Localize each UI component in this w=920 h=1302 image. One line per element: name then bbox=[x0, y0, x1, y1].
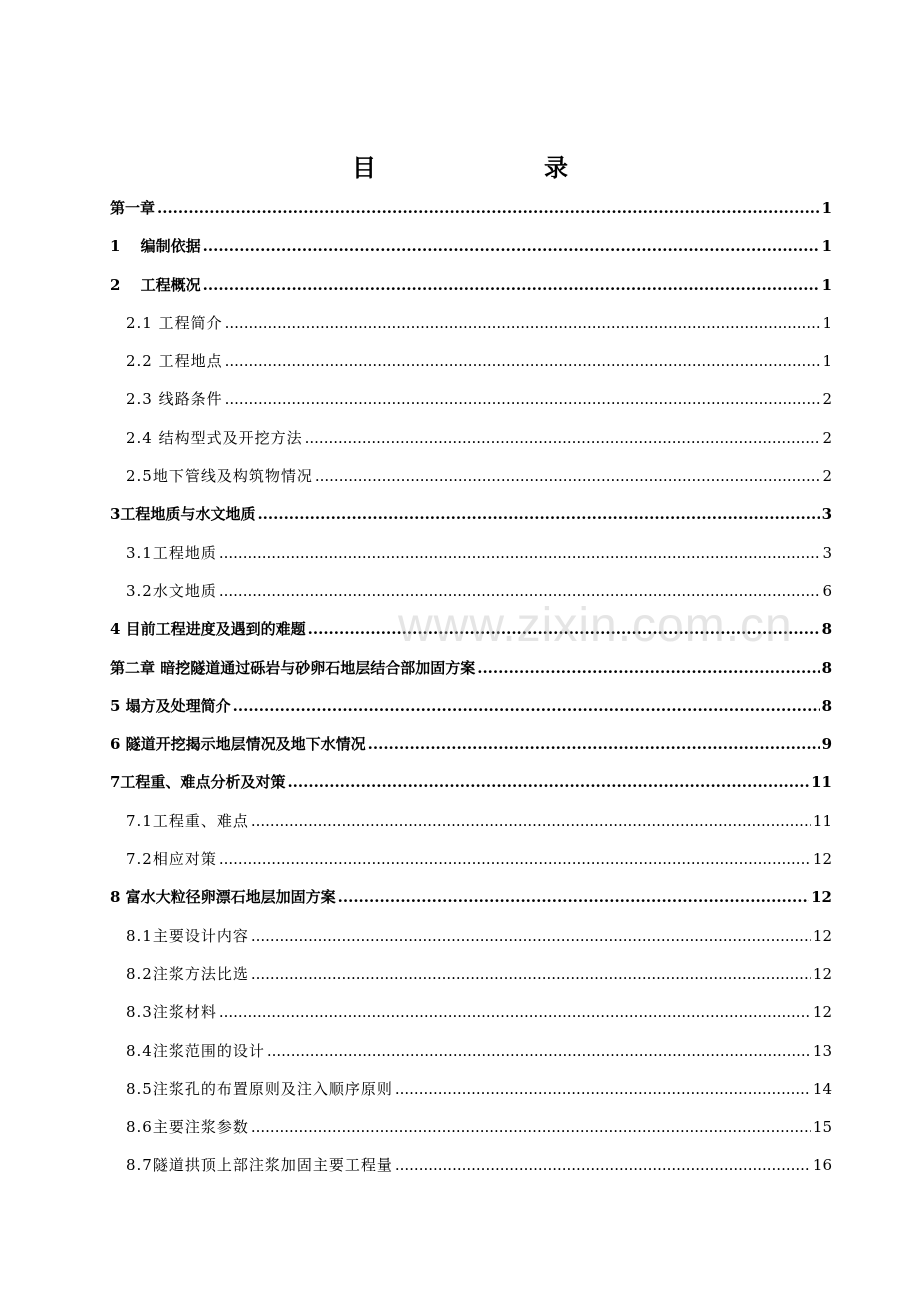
toc-entry[interactable] bbox=[110, 610, 832, 648]
toc-entry-page-number: 12 bbox=[812, 1003, 832, 1022]
toc-entry[interactable] bbox=[110, 840, 832, 878]
toc-leader-dots bbox=[225, 304, 821, 342]
toc-entry[interactable] bbox=[110, 802, 832, 840]
toc-entry-text: 8.6主要注浆参数 bbox=[126, 1118, 249, 1137]
toc-entry-page-number: 1 bbox=[822, 313, 832, 332]
toc-leader-dots bbox=[251, 917, 811, 955]
toc-entry-page-number: 8 bbox=[821, 696, 832, 715]
toc-entry-text: 2 工程概况 bbox=[110, 275, 201, 294]
toc-leader-dots bbox=[225, 380, 821, 418]
toc-leader-dots bbox=[251, 1108, 811, 1146]
toc-entry-text: 2.1 工程简介 bbox=[126, 313, 223, 332]
toc-leader-dots bbox=[203, 266, 820, 304]
toc-entry-text: 2.4 结构型式及开挖方法 bbox=[126, 428, 303, 447]
toc-entry-page-number: 1 bbox=[821, 237, 832, 256]
toc-entry[interactable] bbox=[110, 725, 832, 763]
toc-leader-dots bbox=[203, 227, 820, 265]
toc-entry-page-number: 3 bbox=[821, 505, 832, 524]
toc-entry[interactable] bbox=[110, 227, 832, 265]
watermark: www.zixin.com.cn bbox=[398, 599, 793, 652]
toc-entry-text: 2.5地下管线及构筑物情况 bbox=[126, 467, 313, 486]
toc-entry-text: 8.4注浆范围的设计 bbox=[126, 1041, 265, 1060]
toc-leader-dots bbox=[233, 687, 820, 725]
toc-leader-dots bbox=[219, 840, 811, 878]
table-of-contents bbox=[110, 189, 832, 1185]
toc-leader-dots bbox=[287, 763, 809, 801]
toc-entry[interactable] bbox=[110, 304, 832, 342]
toc-leader-dots bbox=[219, 993, 811, 1031]
toc-entry[interactable] bbox=[110, 1032, 832, 1070]
toc-entry[interactable] bbox=[110, 380, 832, 418]
toc-entry[interactable] bbox=[110, 1108, 832, 1146]
toc-entry[interactable] bbox=[110, 687, 832, 725]
toc-entry-text: 8.7隧道拱顶上部注浆加固主要工程量 bbox=[126, 1156, 393, 1175]
toc-entry-page-number: 12 bbox=[811, 888, 832, 907]
toc-entry-text: 7.2相应对策 bbox=[126, 850, 217, 869]
toc-entry-text: 8.5注浆孔的布置原则及注入顺序原则 bbox=[126, 1079, 393, 1098]
toc-entry-page-number: 12 bbox=[812, 964, 832, 983]
toc-entry[interactable] bbox=[110, 534, 832, 572]
toc-entry-page-number: 8 bbox=[821, 658, 832, 677]
toc-leader-dots bbox=[157, 189, 820, 227]
toc-entry[interactable] bbox=[110, 1146, 832, 1184]
toc-entry-text: 3.2水文地质 bbox=[126, 581, 217, 600]
toc-entry-page-number: 2 bbox=[822, 467, 832, 486]
toc-leader-dots bbox=[219, 534, 821, 572]
toc-entry[interactable] bbox=[110, 763, 832, 801]
toc-entry-page-number: 16 bbox=[812, 1156, 832, 1175]
toc-entry-text: 3.1工程地质 bbox=[126, 543, 217, 562]
toc-entry[interactable] bbox=[110, 495, 832, 533]
toc-entry[interactable] bbox=[110, 955, 832, 993]
toc-entry-page-number: 1 bbox=[821, 199, 832, 217]
toc-entry-text: 2.3 线路条件 bbox=[126, 390, 223, 409]
toc-entry-page-number: 15 bbox=[812, 1118, 832, 1137]
toc-entry-text: 1 编制依据 bbox=[110, 237, 201, 256]
toc-leader-dots bbox=[368, 725, 820, 763]
toc-entry-text: 8 富水大粒径卵漂石地层加固方案 bbox=[110, 888, 336, 907]
toc-entry[interactable] bbox=[110, 266, 832, 304]
toc-entry[interactable] bbox=[110, 342, 832, 380]
toc-leader-dots bbox=[315, 457, 821, 495]
toc-leader-dots bbox=[251, 955, 811, 993]
toc-entry-text: 7.1工程重、难点 bbox=[126, 811, 249, 830]
toc-entry-text: 第一章 bbox=[110, 199, 156, 217]
toc-entry[interactable] bbox=[110, 572, 832, 610]
toc-entry-page-number: 1 bbox=[822, 352, 832, 371]
toc-leader-dots bbox=[305, 419, 821, 457]
toc-entry-page-number: 11 bbox=[812, 811, 832, 830]
toc-entry-page-number: 6 bbox=[822, 581, 832, 600]
toc-entry-page-number: 14 bbox=[812, 1079, 832, 1098]
toc-entry[interactable] bbox=[110, 878, 832, 916]
toc-entry-text: 2.2 工程地点 bbox=[126, 352, 223, 371]
toc-entry-text: 8.1主要设计内容 bbox=[126, 926, 249, 945]
toc-entry-page-number: 1 bbox=[821, 275, 832, 294]
toc-entry-page-number: 12 bbox=[812, 850, 832, 869]
toc-entry-page-number: 3 bbox=[822, 543, 832, 562]
toc-entry-text: 7工程重、难点分析及对策 bbox=[110, 773, 286, 792]
toc-entry[interactable] bbox=[110, 917, 832, 955]
toc-entry[interactable] bbox=[110, 1070, 832, 1108]
toc-entry[interactable] bbox=[110, 189, 832, 227]
toc-title: 目 录 bbox=[352, 153, 608, 182]
toc-leader-dots bbox=[395, 1146, 811, 1184]
toc-entry[interactable] bbox=[110, 457, 832, 495]
toc-leader-dots bbox=[477, 649, 819, 687]
toc-leader-dots bbox=[219, 572, 821, 610]
toc-entry[interactable] bbox=[110, 419, 832, 457]
toc-leader-dots bbox=[225, 342, 821, 380]
toc-leader-dots bbox=[308, 610, 820, 648]
toc-leader-dots bbox=[267, 1032, 811, 1070]
toc-entry-page-number: 13 bbox=[812, 1041, 832, 1060]
toc-entry-text: 8.3注浆材料 bbox=[126, 1003, 217, 1022]
toc-entry-text: 5 塌方及处理简介 bbox=[110, 696, 231, 715]
toc-entry-text: 第二章 暗挖隧道通过砾岩与砂卵石地层结合部加固方案 bbox=[110, 658, 476, 677]
toc-entry-page-number: 12 bbox=[812, 926, 832, 945]
toc-entry-page-number: 8 bbox=[821, 620, 832, 639]
toc-entry[interactable] bbox=[110, 993, 832, 1031]
toc-entry-page-number: 9 bbox=[821, 735, 832, 754]
toc-entry-page-number: 2 bbox=[822, 390, 832, 409]
toc-entry-page-number: 2 bbox=[822, 428, 832, 447]
toc-entry-text: 4 目前工程进度及遇到的难题 bbox=[110, 620, 306, 639]
toc-leader-dots bbox=[395, 1070, 811, 1108]
toc-leader-dots bbox=[338, 878, 809, 916]
toc-entry-page-number: 11 bbox=[811, 773, 832, 792]
toc-entry-text: 8.2注浆方法比选 bbox=[126, 964, 249, 983]
toc-leader-dots bbox=[251, 802, 811, 840]
toc-entry-text: 6 隧道开挖揭示地层情况及地下水情况 bbox=[110, 735, 366, 754]
toc-leader-dots bbox=[257, 495, 819, 533]
toc-entry-text: 3工程地质与水文地质 bbox=[110, 505, 256, 524]
toc-entry[interactable] bbox=[110, 649, 832, 687]
